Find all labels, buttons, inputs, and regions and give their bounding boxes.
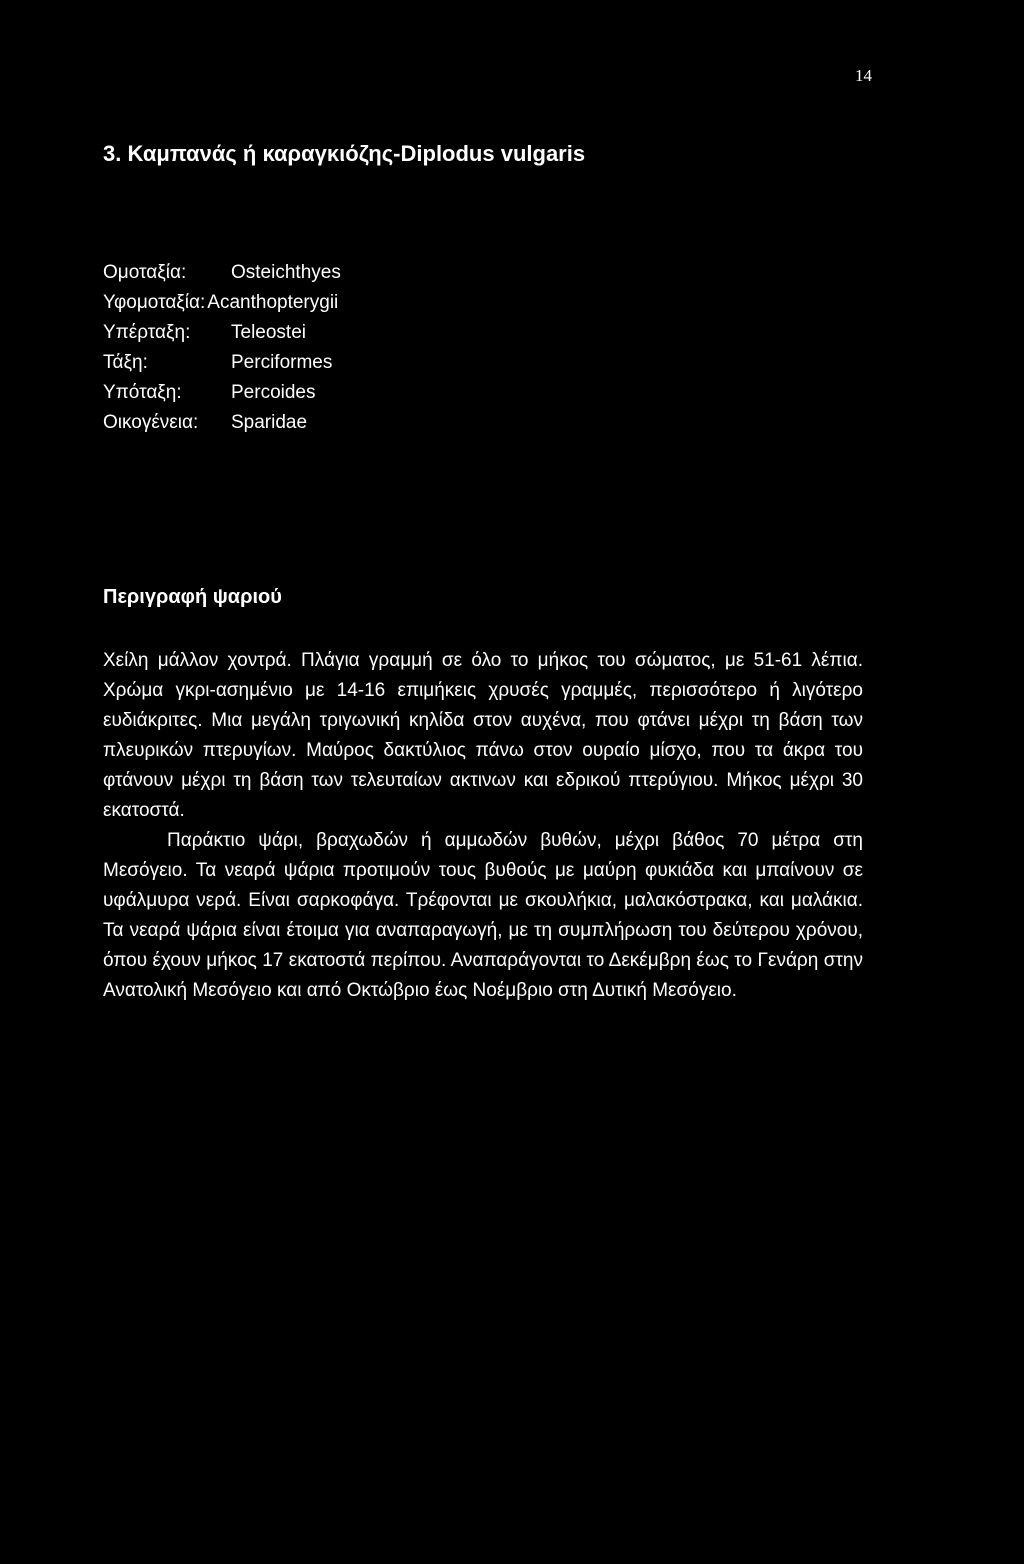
page-title: 3. Καμπανάς ή καραγκιόζης-Diplodus vulgaris	[103, 141, 586, 166]
taxonomy-row-family	[103, 408, 341, 438]
taxonomy-value: Perciformes	[231, 352, 333, 373]
taxonomy-value: Acanthopterygii	[207, 292, 339, 313]
page-number: 14	[855, 66, 872, 85]
taxonomy-label: Υπέρταξη:	[103, 322, 191, 343]
taxonomy-value: Osteichthyes	[231, 262, 341, 283]
taxonomy-value: Percoides	[231, 382, 316, 403]
description-paragraph: Χείλη μάλλον χοντρά. Πλάγια γραμμή σε όλο το μήκος του σώματος, με 51-61 λέπια. Χρώμα γκρι-ασημένιο με 14-16 επιμήκεις χρυσές γραμμές, περισσότερο ή λιγότερο ευδιάκριτες. Μια μεγάλη τριγωνική κηλίδα στον αυχένα, που φτάνει μέχρι τη βάση των πλευρικών πτερυγίων. Μαύρος δακτύλιος πάνω στον ουραίο μίσχο, που τα άκρα του φτάνουν μέχρι τη βάση των τελευταίων ακτινων και εδρικού πτερύγιου. Μήκος μέχρι 30 εκατοστά.	[103, 650, 863, 821]
taxonomy-label: Οικογένεια:	[103, 412, 199, 433]
description-body	[103, 646, 863, 1006]
taxonomy-label: Τάξη:	[103, 352, 148, 373]
taxonomy-label: Ομοταξία:	[103, 262, 187, 283]
taxonomy-value: Teleostei	[231, 322, 306, 343]
taxonomy-label: Υπόταξη:	[103, 382, 182, 403]
taxonomy-table	[103, 258, 341, 438]
taxonomy-row-order	[103, 348, 341, 378]
taxonomy-row-subclass	[103, 288, 341, 318]
taxonomy-row-class	[103, 258, 341, 288]
taxonomy-label: Υφομοταξία:	[103, 292, 206, 313]
taxonomy-row-superorder	[103, 318, 341, 348]
description-paragraph: Παράκτιο ψάρι, βραχωδών ή αμμωδών βυθών, μέχρι βάθος 70 μέτρα στη Μεσόγειο. Τα νεαρά ψάρια προτιμούν τους βυθούς με μαύρη φυκιάδα και μπαίνουν σε υφάλμυρα νερά. Είναι σαρκοφάγα. Τρέφονται με σκουλήκια, μαλακόστρακα, και μαλάκια. Τα νεαρά ψάρια είναι έτοιμα για αναπαραγωγή, με τη συμπλήρωση του δεύτερου χρόνου, όπου έχουν μήκος 17 εκατοστά περίπου. Αναπαράγονται το Δεκέμβρη έως το Γενάρη στην Ανατολική Μεσόγειο και από Οκτώβριο έως Νοέμβριο στη Δυτική Μεσόγειο.	[103, 830, 863, 1001]
section-heading: Περιγραφή ψαριού	[103, 586, 282, 608]
taxonomy-value: Sparidae	[231, 412, 308, 433]
taxonomy-row-suborder	[103, 378, 341, 408]
